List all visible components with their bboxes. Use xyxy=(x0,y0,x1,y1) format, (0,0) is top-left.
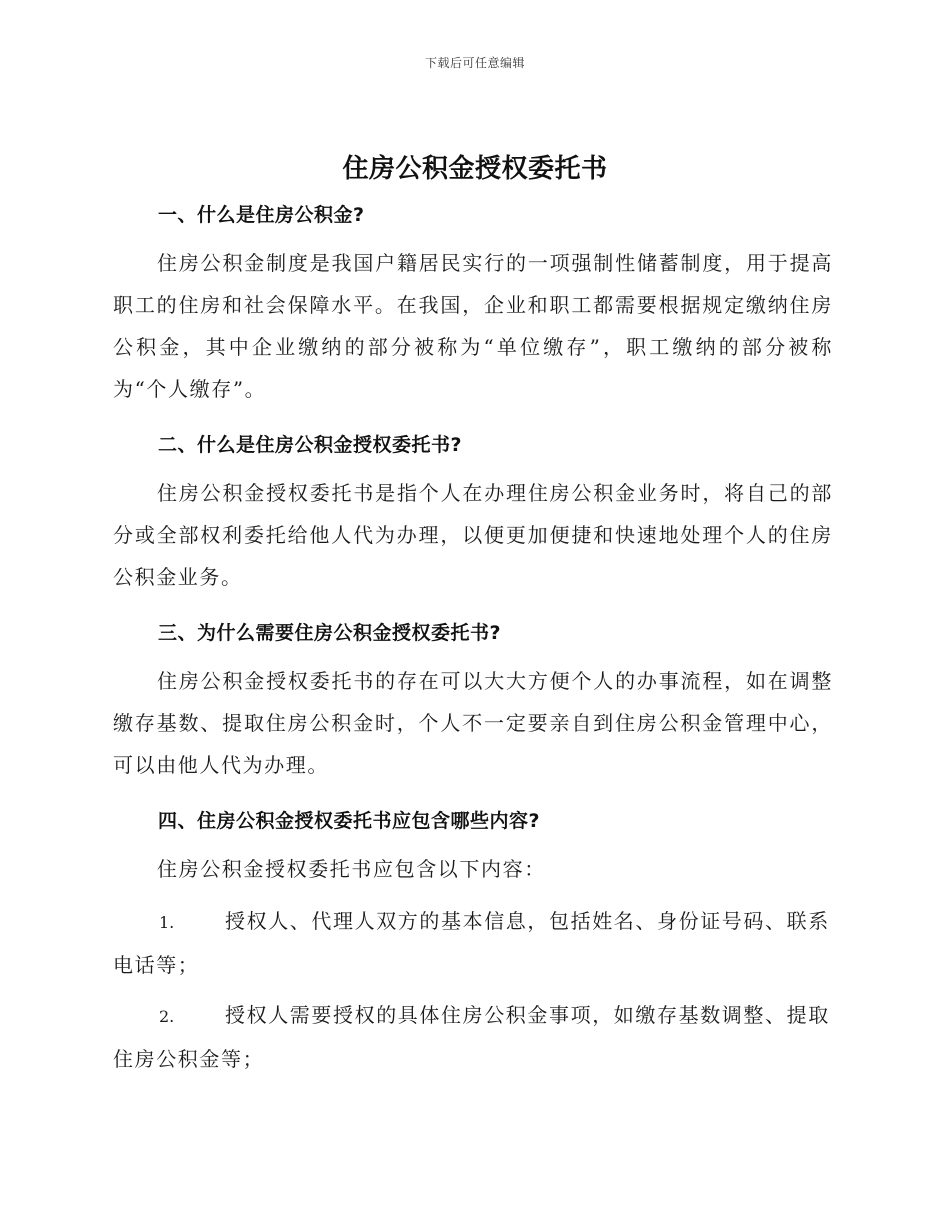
section-heading-3: 三、为什么需要住房公积金授权委托书? xyxy=(158,622,502,644)
list-item-text: 授权人需要授权的具体住房公积金事项，如缴存基数调整、提取住房公积金等； xyxy=(113,1003,830,1071)
section-paragraph-2: 住房公积金授权委托书是指个人在办理住房公积金业务时，将自己的部分或全部权利委托给他人代为办理，以便更加便捷和快速地处理个人的住房公积金业务。 xyxy=(113,481,833,589)
section-paragraph-4: 住房公积金授权委托书应包含以下内容： xyxy=(157,857,546,881)
list-item xyxy=(113,900,833,986)
document-title: 住房公积金授权委托书 xyxy=(342,154,608,184)
list-item-text: 授权人、代理人双方的基本信息，包括姓名、身份证号码、联系电话等； xyxy=(113,909,830,977)
header-note: 下载后可任意编辑 xyxy=(424,56,525,70)
list-item-number: 2. xyxy=(159,1007,175,1026)
section-heading-1: 一、什么是住房公积金? xyxy=(158,204,365,226)
section-heading-2: 二、什么是住房公积金授权委托书? xyxy=(158,434,463,456)
list-item xyxy=(113,994,833,1080)
list-item-number: 1. xyxy=(159,913,175,932)
section-heading-4: 四、住房公积金授权委托书应包含哪些内容? xyxy=(158,810,541,832)
section-paragraph-1: 住房公积金制度是我国户籍居民实行的一项强制性储蓄制度，用于提高职工的住房和社会保障水平。在我国，企业和职工都需要根据规定缴纳住房公积金，其中企业缴纳的部分被称为“单位缴存”，职工缴纳的部分被称为“个人缴存”。 xyxy=(113,251,833,401)
section-paragraph-3: 住房公积金授权委托书的存在可以大大方便个人的办事流程，如在调整缴存基数、提取住房公积金时，个人不一定要亲自到住房公积金管理中心，可以由他人代为办理。 xyxy=(113,669,833,777)
